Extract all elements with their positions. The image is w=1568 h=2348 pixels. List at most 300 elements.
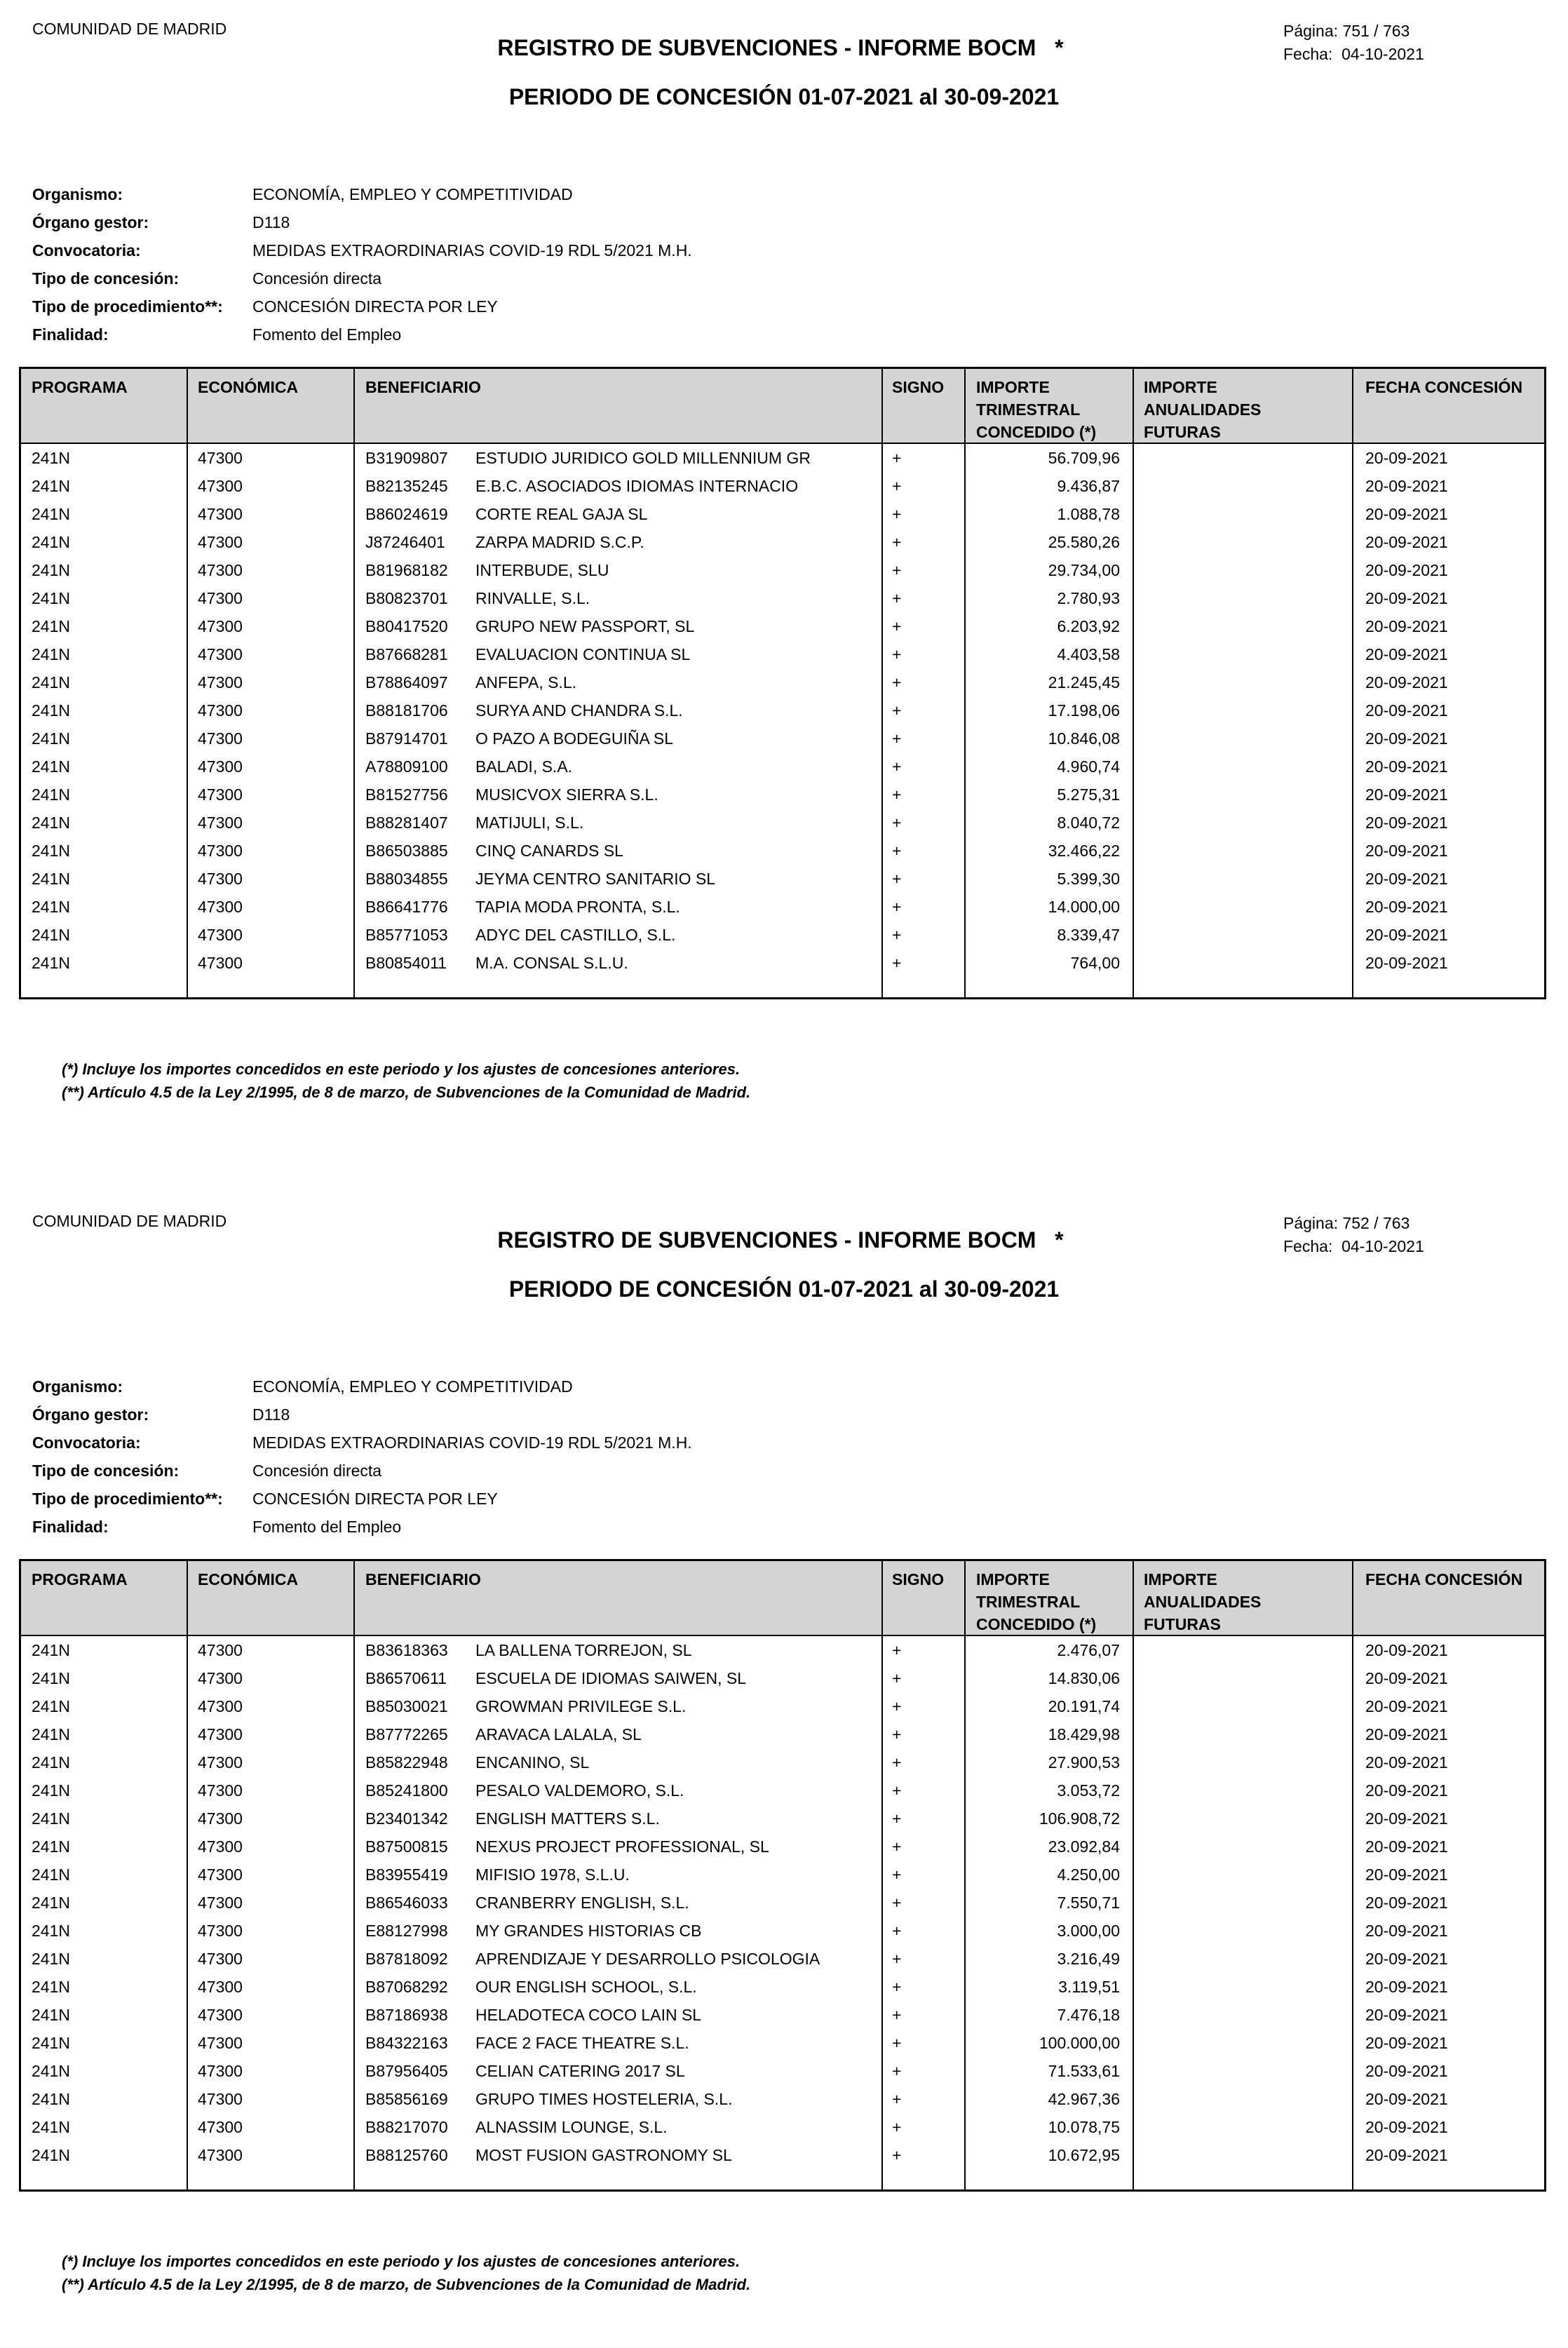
cell-economica: 47300 [198,673,243,691]
cell-nif: B88034855 [365,870,448,888]
cell-programa: 241N [32,449,70,467]
table-row [21,528,1544,556]
cell-beneficiario: HELADOTECA COCO LAIN SL [475,2006,702,2024]
cell-programa: 241N [32,814,70,832]
table-body [21,1636,1544,2169]
report-period-text: PERIODO DE CONCESIÓN 01-07-2021 al 30-09-2021 [508,1276,1060,1302]
cell-beneficiario: RINVALLE, S.L. [475,589,590,607]
cell-nif: J87246401 [365,533,445,551]
cell-beneficiario: PESALO VALDEMORO, S.L. [475,1781,684,1800]
col-header-importe-line1: IMPORTE [976,1570,1050,1588]
table-row [21,2113,1544,2141]
cell-nif: B78864097 [365,673,448,691]
cell-economica: 47300 [198,1641,243,1659]
cell-beneficiario: MATIJULI, S.L. [475,814,584,832]
cell-beneficiario: APRENDIZAJE Y DESARROLLO PSICOLOGIA [475,1950,820,1968]
cell-programa: 241N [32,1725,70,1743]
cell-nif: B88125760 [365,2146,448,2164]
cell-beneficiario: O PAZO A BODEGUIÑA SL [475,729,674,748]
cell-economica: 47300 [198,842,243,860]
metadata-value: D118 [252,213,290,231]
cell-fecha: 20-09-2021 [1365,701,1448,720]
table-row [21,668,1544,696]
cell-programa: 241N [32,870,70,888]
table-row [21,949,1544,977]
cell-importe: 27.900,53 [1048,1753,1120,1772]
cell-fecha: 20-09-2021 [1365,757,1448,776]
cell-fecha: 20-09-2021 [1365,533,1448,551]
cell-economica: 47300 [198,2034,243,2052]
table-row [21,1720,1544,1748]
cell-economica: 47300 [198,1978,243,1996]
cell-nif: B80823701 [365,589,448,607]
cell-importe: 2.476,07 [1057,1641,1120,1659]
cell-beneficiario: ENGLISH MATTERS S.L. [475,1809,660,1828]
cell-programa: 241N [32,757,70,776]
cell-signo: + [892,1865,902,1884]
cell-signo: + [892,926,902,944]
table-row [21,500,1544,528]
cell-signo: + [892,1697,902,1715]
cell-signo: + [892,533,902,551]
cell-beneficiario: E.B.C. ASOCIADOS IDIOMAS INTERNACIO [475,477,799,495]
table-row [21,724,1544,753]
cell-economica: 47300 [198,1753,243,1772]
table-row [21,1889,1544,1917]
metadata-value: ECONOMÍA, EMPLEO Y COMPETITIVIDAD [252,185,573,203]
col-header-anualidades-line3: FUTURAS [1144,423,1221,441]
cell-signo: + [892,1837,902,1856]
cell-fecha: 20-09-2021 [1365,561,1448,579]
cell-fecha: 20-09-2021 [1365,814,1448,832]
cell-economica: 47300 [198,1865,243,1884]
table-row [21,1833,1544,1861]
col-header-anualidades [1144,376,1261,443]
table-row [21,893,1544,921]
cell-beneficiario: MY GRANDES HISTORIAS CB [475,1922,702,1940]
metadata-label: Organismo: [32,185,123,203]
metadata-value: Fomento del Empleo [252,1518,402,1536]
table-row [21,809,1544,837]
report-title-text: REGISTRO DE SUBVENCIONES - INFORME BOCM * [497,35,1064,60]
cell-signo: + [892,1725,902,1743]
cell-programa: 241N [32,729,70,748]
cell-fecha: 20-09-2021 [1365,645,1448,663]
cell-beneficiario: NEXUS PROJECT PROFESSIONAL, SL [475,1837,769,1856]
footnote: (*) Incluye los importes concedidos en este periodo y los ajustes de concesiones anteriores. [62,1060,741,1078]
table-row [21,865,1544,893]
cell-signo: + [892,2118,902,2136]
cell-programa: 241N [32,533,70,551]
metadata-value: Fomento del Empleo [252,325,402,344]
cell-fecha: 20-09-2021 [1365,1781,1448,1800]
metadata-label: Finalidad: [32,325,109,344]
col-header-importe [976,376,1096,443]
cell-importe: 100.000,00 [1039,2034,1120,2052]
cell-signo: + [892,1950,902,1968]
cell-importe: 8.040,72 [1057,814,1120,832]
table-row [21,1861,1544,1889]
cell-nif: B84322163 [365,2034,448,2052]
cell-economica: 47300 [198,561,243,579]
metadata-label: Órgano gestor: [32,213,149,231]
cell-importe: 17.198,06 [1048,701,1120,720]
metadata-value: D118 [252,1405,290,1424]
cell-importe: 25.580,26 [1048,533,1120,551]
cell-nif: A78809100 [365,757,448,776]
cell-signo: + [892,2146,902,2164]
cell-economica: 47300 [198,1837,243,1856]
metadata-label: Órgano gestor: [32,1405,149,1424]
cell-signo: + [892,505,902,523]
cell-beneficiario: MOST FUSION GASTRONOMY SL [475,2146,732,2164]
metadata-label: Finalidad: [32,1518,109,1536]
col-header-programa: PROGRAMA [32,1570,128,1588]
cell-beneficiario: CRANBERRY ENGLISH, S.L. [475,1894,689,1912]
col-header-signo: SIGNO [892,378,945,396]
cell-fecha: 20-09-2021 [1365,954,1448,972]
cell-programa: 241N [32,645,70,663]
cell-fecha: 20-09-2021 [1365,1641,1448,1659]
cell-economica: 47300 [198,1725,243,1743]
cell-importe: 20.191,74 [1048,1697,1120,1715]
cell-signo: + [892,2090,902,2108]
cell-programa: 241N [32,1697,70,1715]
table-row [21,921,1544,949]
cell-nif: B86024619 [365,505,448,523]
cell-programa: 241N [32,1950,70,1968]
col-header-anualidades-line1: IMPORTE [1144,378,1217,396]
cell-programa: 241N [32,785,70,804]
cell-nif: B81968182 [365,561,448,579]
cell-fecha: 20-09-2021 [1365,926,1448,944]
cell-signo: + [892,477,902,495]
col-header-programa: PROGRAMA [32,378,128,396]
cell-economica: 47300 [198,814,243,832]
cell-signo: + [892,729,902,748]
cell-signo: + [892,2062,902,2080]
cell-importe: 3.000,00 [1057,1922,1120,1940]
report-period [0,84,1568,110]
cell-signo: + [892,1781,902,1800]
cell-nif: B86570611 [365,1669,447,1687]
cell-economica: 47300 [198,589,243,607]
cell-importe: 3.216,49 [1057,1950,1120,1968]
cell-nif: B81527756 [365,785,448,804]
cell-beneficiario: FACE 2 FACE THEATRE S.L. [475,2034,689,2052]
cell-economica: 47300 [198,2090,243,2108]
cell-fecha: 20-09-2021 [1365,1950,1448,1968]
cell-importe: 4.403,58 [1057,645,1120,663]
cell-fecha: 20-09-2021 [1365,1978,1448,1996]
footnote: (*) Incluye los importes concedidos en este periodo y los ajustes de concesiones anteriores. [62,2253,741,2270]
cell-nif: B86641776 [365,898,448,916]
metadata-label: Tipo de procedimiento**: [32,1490,223,1508]
col-header-beneficiario: BENEFICIARIO [365,378,481,396]
footnotes [62,1058,750,1104]
cell-beneficiario: ESCUELA DE IDIOMAS SAIWEN, SL [475,1669,746,1687]
cell-fecha: 20-09-2021 [1365,1753,1448,1772]
metadata-value: ECONOMÍA, EMPLEO Y COMPETITIVIDAD [252,1377,573,1396]
cell-signo: + [892,589,902,607]
col-header-importe-line3: CONCEDIDO (*) [976,423,1097,441]
cell-signo: + [892,701,902,720]
cell-signo: + [892,1669,902,1687]
metadata-value: MEDIDAS EXTRAORDINARIAS COVID-19 RDL 5/2021 M.H. [252,241,692,259]
table-row [21,444,1544,472]
cell-nif: B87818092 [365,1950,448,1968]
report-page [0,0,1568,1156]
cell-economica: 47300 [198,2006,243,2024]
metadata-value: CONCESIÓN DIRECTA POR LEY [252,1490,498,1508]
report-period [0,1276,1568,1302]
cell-signo: + [892,842,902,860]
cell-signo: + [892,617,902,635]
cell-fecha: 20-09-2021 [1365,589,1448,607]
col-header-fecha: FECHA CONCESIÓN [1365,378,1523,396]
report-date: Fecha: 04-10-2021 [1283,1237,1424,1255]
cell-fecha: 20-09-2021 [1365,2034,1448,2052]
page-info [1283,1212,1424,1258]
cell-fecha: 20-09-2021 [1365,449,1448,467]
cell-economica: 47300 [198,477,243,495]
report-page [0,1192,1568,2348]
grants-table [19,1559,1546,2192]
cell-economica: 47300 [198,729,243,748]
col-header-economica: ECONÓMICA [198,1570,299,1588]
col-header-importe-line2: TRIMESTRAL [976,400,1081,419]
cell-nif: B88217070 [365,2118,448,2136]
cell-economica: 47300 [198,533,243,551]
cell-nif: B87186938 [365,2006,448,2024]
cell-fecha: 20-09-2021 [1365,2090,1448,2108]
cell-fecha: 20-09-2021 [1365,477,1448,495]
footnotes [62,2250,750,2296]
cell-beneficiario: SURYA AND CHANDRA S.L. [475,701,683,720]
cell-importe: 18.429,98 [1048,1725,1120,1743]
cell-fecha: 20-09-2021 [1365,1669,1448,1687]
cell-importe: 10.078,75 [1048,2118,1120,2136]
cell-fecha: 20-09-2021 [1365,673,1448,691]
metadata-label: Tipo de concesión: [32,1462,180,1480]
cell-nif: B86503885 [365,842,448,860]
cell-fecha: 20-09-2021 [1365,1697,1448,1715]
cell-signo: + [892,1922,902,1940]
cell-economica: 47300 [198,2118,243,2136]
grants-table [19,367,1546,999]
cell-programa: 241N [32,561,70,579]
cell-beneficiario: OUR ENGLISH SCHOOL, S.L. [475,1978,697,1996]
table-header [21,1561,1544,1636]
table-row [21,1664,1544,1692]
cell-nif: B87772265 [365,1725,448,1743]
org-name: COMUNIDAD DE MADRID [32,20,227,38]
cell-nif: B88281407 [365,814,448,832]
cell-programa: 241N [32,1837,70,1856]
cell-economica: 47300 [198,1950,243,1968]
cell-signo: + [892,2006,902,2024]
cell-programa: 241N [32,1781,70,1800]
cell-beneficiario: INTERBUDE, SLU [475,561,609,579]
cell-nif: B85241800 [365,1781,448,1800]
table-row [21,1804,1544,1833]
cell-beneficiario: CINQ CANARDS SL [475,842,623,860]
cell-fecha: 20-09-2021 [1365,1725,1448,1743]
cell-signo: + [892,1978,902,1996]
cell-beneficiario: ENCANINO, SL [475,1753,590,1772]
cell-importe: 7.550,71 [1057,1894,1120,1912]
cell-beneficiario: ANFEPA, S.L. [475,673,577,691]
cell-nif: B87500815 [365,1837,448,1856]
cell-signo: + [892,757,902,776]
metadata-label: Tipo de concesión: [32,269,180,288]
cell-importe: 14.830,06 [1048,1669,1120,1687]
cell-signo: + [892,898,902,916]
col-header-anualidades-line2: ANUALIDADES [1144,1593,1262,1611]
table-row [21,1636,1544,1664]
cell-importe: 106.908,72 [1039,1809,1120,1828]
cell-programa: 241N [32,1809,70,1828]
cell-programa: 241N [32,617,70,635]
col-header-importe [976,1568,1096,1635]
cell-nif: B88181706 [365,701,448,720]
cell-fecha: 20-09-2021 [1365,842,1448,860]
cell-programa: 241N [32,701,70,720]
cell-importe: 10.672,95 [1048,2146,1120,2164]
cell-programa: 241N [32,1669,70,1687]
cell-economica: 47300 [198,1809,243,1828]
cell-beneficiario: ZARPA MADRID S.C.P. [475,533,644,551]
cell-beneficiario: ESTUDIO JURIDICO GOLD MILLENNIUM GR [475,449,811,467]
cell-signo: + [892,1753,902,1772]
cell-fecha: 20-09-2021 [1365,898,1448,916]
cell-beneficiario: CORTE REAL GAJA SL [475,505,648,523]
cell-signo: + [892,870,902,888]
table-body [21,444,1544,977]
metadata-value: Concesión directa [252,1462,382,1480]
cell-importe: 5.275,31 [1057,785,1120,804]
cell-beneficiario: MIFISIO 1978, S.L.U. [475,1865,630,1884]
col-header-fecha: FECHA CONCESIÓN [1365,1570,1523,1588]
cell-economica: 47300 [198,449,243,467]
cell-nif: B85856169 [365,2090,448,2108]
table-row [21,753,1544,781]
cell-economica: 47300 [198,1781,243,1800]
cell-beneficiario: TAPIA MODA PRONTA, S.L. [475,898,680,916]
cell-beneficiario: LA BALLENA TORREJON, SL [475,1641,692,1659]
col-header-importe-line2: TRIMESTRAL [976,1593,1081,1611]
cell-nif: B83955419 [365,1865,448,1884]
cell-fecha: 20-09-2021 [1365,1894,1448,1912]
cell-nif: B86546033 [365,1894,448,1912]
cell-importe: 23.092,84 [1048,1837,1120,1856]
cell-economica: 47300 [198,954,243,972]
cell-importe: 56.709,96 [1048,449,1120,467]
cell-signo: + [892,1894,902,1912]
page-number: Página: 751 / 763 [1283,22,1410,40]
cell-beneficiario: M.A. CONSAL S.L.U. [475,954,628,972]
cell-programa: 241N [32,1641,70,1659]
cell-programa: 241N [32,2006,70,2024]
cell-fecha: 20-09-2021 [1365,505,1448,523]
cell-economica: 47300 [198,757,243,776]
cell-fecha: 20-09-2021 [1365,617,1448,635]
table-row [21,781,1544,809]
cell-nif: B85771053 [365,926,448,944]
cell-programa: 241N [32,673,70,691]
cell-nif: B80854011 [365,954,447,972]
cell-importe: 5.399,30 [1057,870,1120,888]
col-header-economica: ECONÓMICA [198,378,299,396]
cell-economica: 47300 [198,2062,243,2080]
cell-fecha: 20-09-2021 [1365,1837,1448,1856]
table-row [21,2141,1544,2169]
footnote: (**) Artículo 4.5 de la Ley 2/1995, de 8 de marzo, de Subvenciones de la Comunidad de Madrid. [62,1084,751,1101]
cell-programa: 241N [32,1753,70,1772]
cell-importe: 7.476,18 [1057,2006,1120,2024]
cell-importe: 42.967,36 [1048,2090,1120,2108]
table-row [21,640,1544,668]
table-row [21,696,1544,724]
report-date: Fecha: 04-10-2021 [1283,45,1424,63]
cell-importe: 764,00 [1070,954,1120,972]
cell-programa: 241N [32,1894,70,1912]
cell-importe: 6.203,92 [1057,617,1120,635]
cell-economica: 47300 [198,785,243,804]
table-row [21,1692,1544,1720]
cell-signo: + [892,673,902,691]
table-row [21,556,1544,584]
cell-fecha: 20-09-2021 [1365,1922,1448,1940]
cell-importe: 2.780,93 [1057,589,1120,607]
col-header-importe-line3: CONCEDIDO (*) [976,1615,1097,1633]
cell-economica: 47300 [198,1697,243,1715]
footnote: (**) Artículo 4.5 de la Ley 2/1995, de 8 de marzo, de Subvenciones de la Comunidad de Madrid. [62,2276,751,2293]
cell-importe: 3.053,72 [1057,1781,1120,1800]
col-header-anualidades-line1: IMPORTE [1144,1570,1217,1588]
table-row [21,612,1544,640]
table-row [21,472,1544,500]
cell-programa: 241N [32,926,70,944]
cell-programa: 241N [32,1978,70,1996]
table-row [21,2057,1544,2085]
cell-nif: B31909807 [365,449,448,467]
cell-importe: 8.339,47 [1057,926,1120,944]
col-header-anualidades [1144,1568,1261,1635]
cell-beneficiario: GROWMAN PRIVILEGE S.L. [475,1697,687,1715]
cell-economica: 47300 [198,870,243,888]
cell-programa: 241N [32,1865,70,1884]
cell-programa: 241N [32,589,70,607]
cell-beneficiario: ARAVACA LALALA, SL [475,1725,642,1743]
report-title-text: REGISTRO DE SUBVENCIONES - INFORME BOCM * [497,1227,1064,1253]
cell-fecha: 20-09-2021 [1365,785,1448,804]
cell-beneficiario: ADYC DEL CASTILLO, S.L. [475,926,676,944]
cell-importe: 9.436,87 [1057,477,1120,495]
cell-importe: 21.245,45 [1048,673,1120,691]
cell-nif: B87914701 [365,729,448,748]
table-row [21,1973,1544,2001]
metadata-value: CONCESIÓN DIRECTA POR LEY [252,297,498,316]
cell-fecha: 20-09-2021 [1365,2062,1448,2080]
cell-nif: B87068292 [365,1978,448,1996]
cell-nif: B87956405 [365,2062,448,2080]
cell-importe: 3.119,51 [1058,1978,1120,1996]
cell-economica: 47300 [198,1894,243,1912]
col-header-signo: SIGNO [892,1570,945,1588]
cell-signo: + [892,1641,902,1659]
cell-economica: 47300 [198,505,243,523]
